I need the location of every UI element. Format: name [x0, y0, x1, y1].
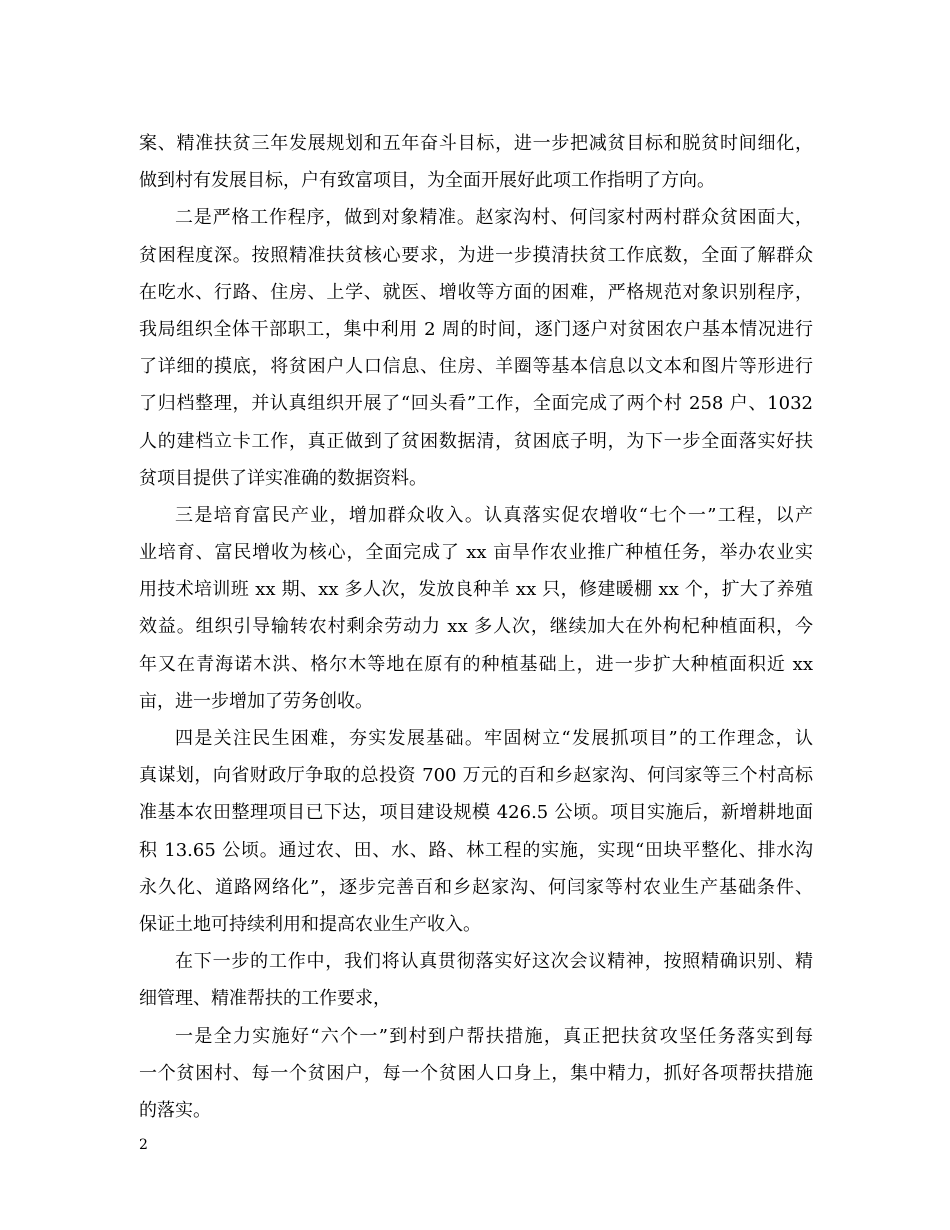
text-line: 贫困程度深。按照精准扶贫核心要求，为进一步摸清扶贫工作底数，全面了解群众: [139, 244, 813, 266]
text-line: 案、精准扶贫三年发展规划和五年奋斗目标，进一步把减贫目标和脱贫时间细化，: [139, 133, 813, 154]
text-line: 用技术培训班 xx 期、xx 多人次，发放良种羊 xx 只，修建暖棚 xx 个，扩大了养殖: [139, 579, 813, 601]
text-line: 二是严格工作程序，做到对象精准。赵家沟村、何闫家村两村群众贫困面大，: [175, 207, 813, 229]
text-line: 积 13.65 公顷。通过农、田、水、路、林工程的实施，实现“田块平整化、排水沟: [139, 839, 813, 861]
text-line: 保证土地可持续利用和提高农业生产收入。: [139, 913, 481, 935]
paragraph: [139, 497, 813, 720]
paragraph: [139, 125, 813, 199]
text-line: 一个贫困村、每一个贫困户，每一个贫困人口身上，集中精力，抓好各项帮扶措施: [139, 1062, 813, 1084]
text-line: 年又在青海诺木洪、格尔木等地在原有的种植基础上，进一步扩大种植面积近 xx: [139, 653, 813, 675]
document-body: [139, 125, 813, 1129]
paragraph: [139, 1018, 813, 1130]
text-line: 的落实。: [139, 1099, 211, 1121]
text-line: 在下一步的工作中，我们将认真贯彻落实好这次会议精神，按照精确识别、精: [175, 951, 813, 973]
text-line: 三是培育富民产业，增加群众收入。认真落实促农增收“七个一”工程，以产: [175, 504, 813, 526]
text-line: 人的建档立卡工作，真正做到了贫困数据清，贫困底子明，为下一步全面落实好扶: [139, 430, 813, 452]
text-line: 真谋划，向省财政厅争取的总投资 700 万元的百和乡赵家沟、何闫家等三个村高标: [139, 765, 813, 787]
text-line: 了归档整理，并认真组织开展了“回头看”工作，全面完成了两个村 258 户、1032: [139, 393, 813, 415]
text-line: 效益。组织引导输转农村剩余劳动力 xx 多人次，继续加大在外枸杞种植面积，今: [139, 616, 813, 638]
text-line: 在吃水、行路、住房、上学、就医、增收等方面的困难，严格规范对象识别程序，: [139, 281, 813, 303]
text-line: 一是全力实施好“六个一”到村到户帮扶措施，真正把扶贫攻坚任务落实到每: [175, 1025, 813, 1047]
paragraph: [139, 720, 813, 943]
text-line: 细管理、精准帮扶的工作要求，: [139, 988, 391, 1010]
text-line: 亩，进一步增加了劳务创收。: [139, 690, 373, 712]
text-line: 贫项目提供了详实准确的数据资料。: [139, 467, 427, 489]
paragraph: [139, 199, 813, 497]
text-line: 了详细的摸底，将贫困户人口信息、住房、羊圈等基本信息以文本和图片等形进行: [139, 356, 813, 378]
page-number: 2: [139, 1137, 148, 1153]
text-line: 我局组织全体干部职工，集中利用 2 周的时间，逐门逐户对贫困农户基本情况进行: [139, 318, 813, 340]
text-line: 做到村有发展目标，户有致富项目，为全面开展好此项工作指明了方向。: [139, 170, 715, 192]
text-line: 业培育、富民增收为核心，全面完成了 xx 亩旱作农业推广种植任务，举办农业实: [139, 542, 813, 564]
text-line: 准基本农田整理项目已下达，项目建设规模 426.5 公顷。项目实施后，新增耕地面: [139, 802, 813, 824]
paragraph: [139, 943, 813, 1017]
text-line: 四是关注民生困难，夯实发展基础。牢固树立“发展抓项目”的工作理念，认: [175, 728, 813, 749]
text-line: 永久化、道路网络化”，逐步完善百和乡赵家沟、何闫家等村农业生产基础条件、: [139, 876, 813, 898]
